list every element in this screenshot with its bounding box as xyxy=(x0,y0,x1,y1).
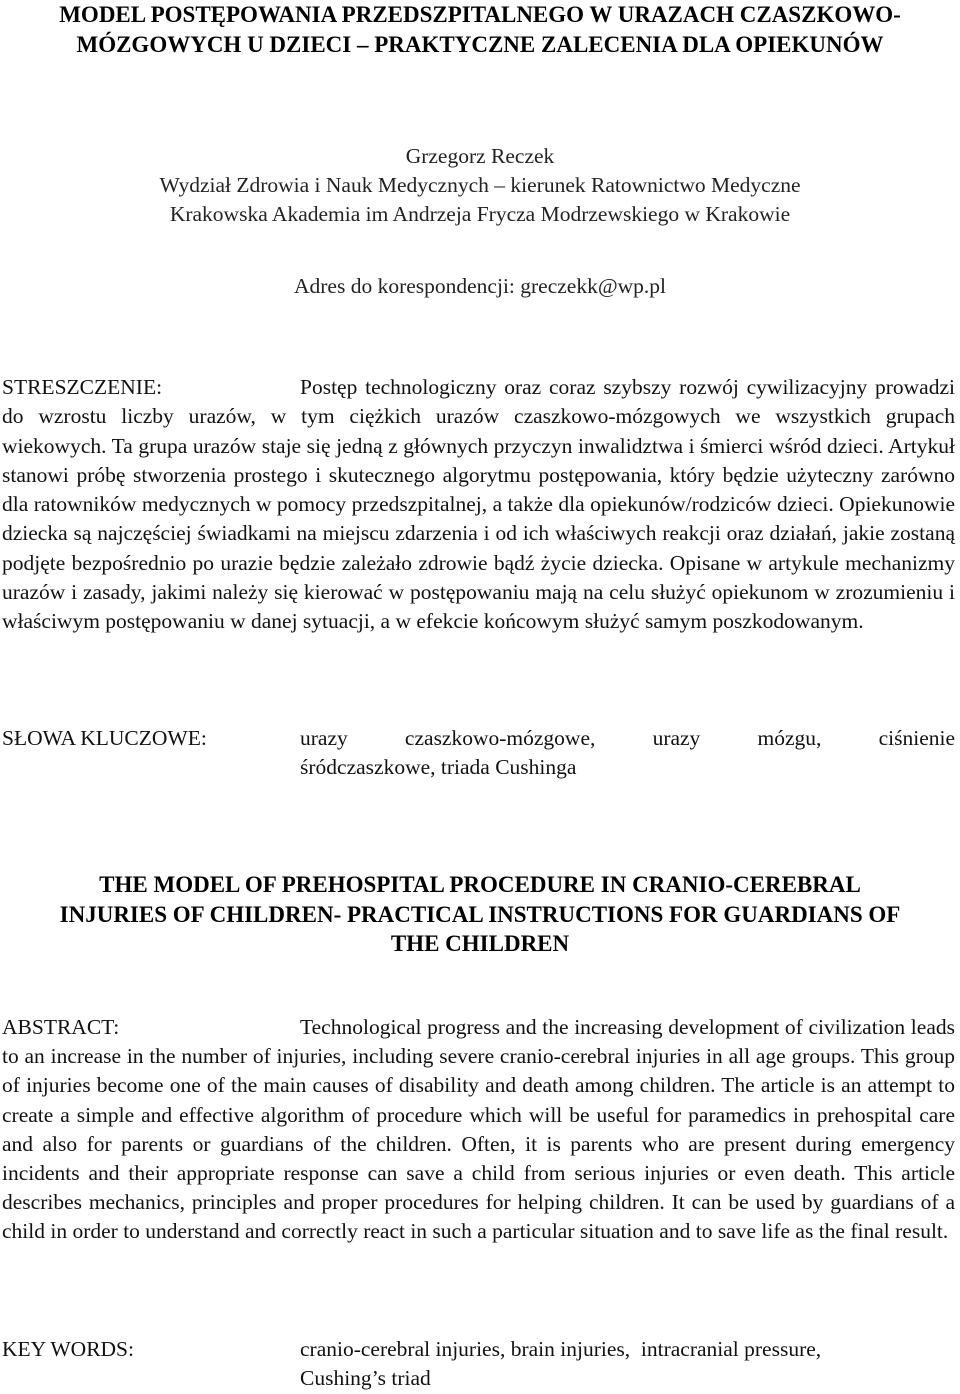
polish-abstract-label: STRESZCZENIE: xyxy=(2,375,163,399)
english-title-line-2: INJURIES OF CHILDREN- PRACTICAL INSTRUCTIONS FOR GUARDIANS OF xyxy=(59,901,901,927)
polish-abstract-text: Postęp technologiczny oraz coraz szybszy rozwój cywilizacyjny prowadzi do wzrostu liczby urazów, w tym ciężkich urazów czaszkowo-mózgowych we wszystkich grupach wiekowych. Ta grupa urazów staje się jedną z głównych przyczyn inwalidztwa i śmierci wśród dzieci. Artykuł stanowi próbę stworzenia prostego i skutecznego algorytmu postępowania, który będzie użyteczny zarówno dla ratowników medycznych w pomocy przedszpitalnej, a także dla opiekunów/rodziców dzieci. Opiekunowie dziecka są najczęściej świadkami na miejscu zdarzenia i od ich właściwych reakcji oraz działań, jakie zostaną podjęte bezpośrednio po urazie będzie zależało zdrowie bądź życie dziecka. Opisane w artykule mechanizmy urazów i zasady, jakimi należy się kierować w postępowaniu mają na celu służyć opiekunom w zrozumieniu i właściwym postępowaniu w danej sytuacji, a w efekcie końcowym służyć samym poszkodowanym. xyxy=(2,375,955,634)
polish-abstract xyxy=(2,373,955,637)
english-title-line-3: THE CHILDREN xyxy=(390,931,570,956)
author-university: Krakowska Akademia im Andrzeja Frycza Modrzewskiego w Krakowie xyxy=(169,202,791,226)
english-title xyxy=(0,870,960,959)
polish-title xyxy=(0,0,960,60)
english-keywords-line-1: cranio-cerebral injuries, brain injuries, intracranial pressure, xyxy=(300,1337,822,1361)
correspondence-address: Adres do korespondencji: greczekk@wp.pl xyxy=(293,274,667,298)
polish-keywords xyxy=(2,724,955,783)
author-name: Grzegorz Reczek xyxy=(405,144,555,168)
english-abstract xyxy=(2,1013,955,1247)
english-keywords xyxy=(2,1335,955,1394)
polish-keywords-line-1: urazy czaszkowo-mózgowe, urazy mózgu, ciśnienie xyxy=(300,726,955,750)
polish-title-line-2: MÓZGOWYCH U DZIECI – PRAKTYCZNE ZALECENIA DLA OPIEKUNÓW xyxy=(76,32,884,57)
english-keywords-line-2: Cushing’s triad xyxy=(300,1366,431,1391)
author-department: Wydział Zdrowia i Nauk Medycznych – kierunek Ratownictwo Medyczne xyxy=(159,173,801,197)
english-abstract-label: ABSTRACT: xyxy=(2,1015,120,1039)
english-keywords-spacer xyxy=(2,1364,300,1393)
english-keywords-label: KEY WORDS: xyxy=(2,1337,134,1361)
author-block xyxy=(0,142,960,229)
english-abstract-text: Technological progress and the increasing development of civilization leads to an increase in the number of injuries, including severe cranio-cerebral injuries in all age groups. This group of injuries become one of the main causes of disability and death among children. The article is an attempt to create a simple and effective algorithm of procedure which will be useful for paramedics in prehospital care and also for parents or guardians of the children. Often, it is parents who are present during emergency incidents and their appropriate response can save a child from serious injuries or even death. This article describes mechanics, principles and proper procedures for helping children. It can be used by guardians of a child in order to understand and correctly react in such a particular situation and to save life as the final result. xyxy=(2,1015,955,1244)
polish-keywords-spacer xyxy=(2,753,300,782)
english-title-line-1: THE MODEL OF PREHOSPITAL PROCEDURE IN CRANIO-CEREBRAL xyxy=(99,872,861,897)
polish-title-line-1: MODEL POSTĘPOWANIA PRZEDSZPITALNEGO W URAZACH CZASZKOWO- xyxy=(59,2,901,27)
polish-keywords-line-2: śródczaszkowe, triada Cushinga xyxy=(300,755,577,780)
polish-keywords-label: SŁOWA KLUCZOWE: xyxy=(2,726,207,750)
